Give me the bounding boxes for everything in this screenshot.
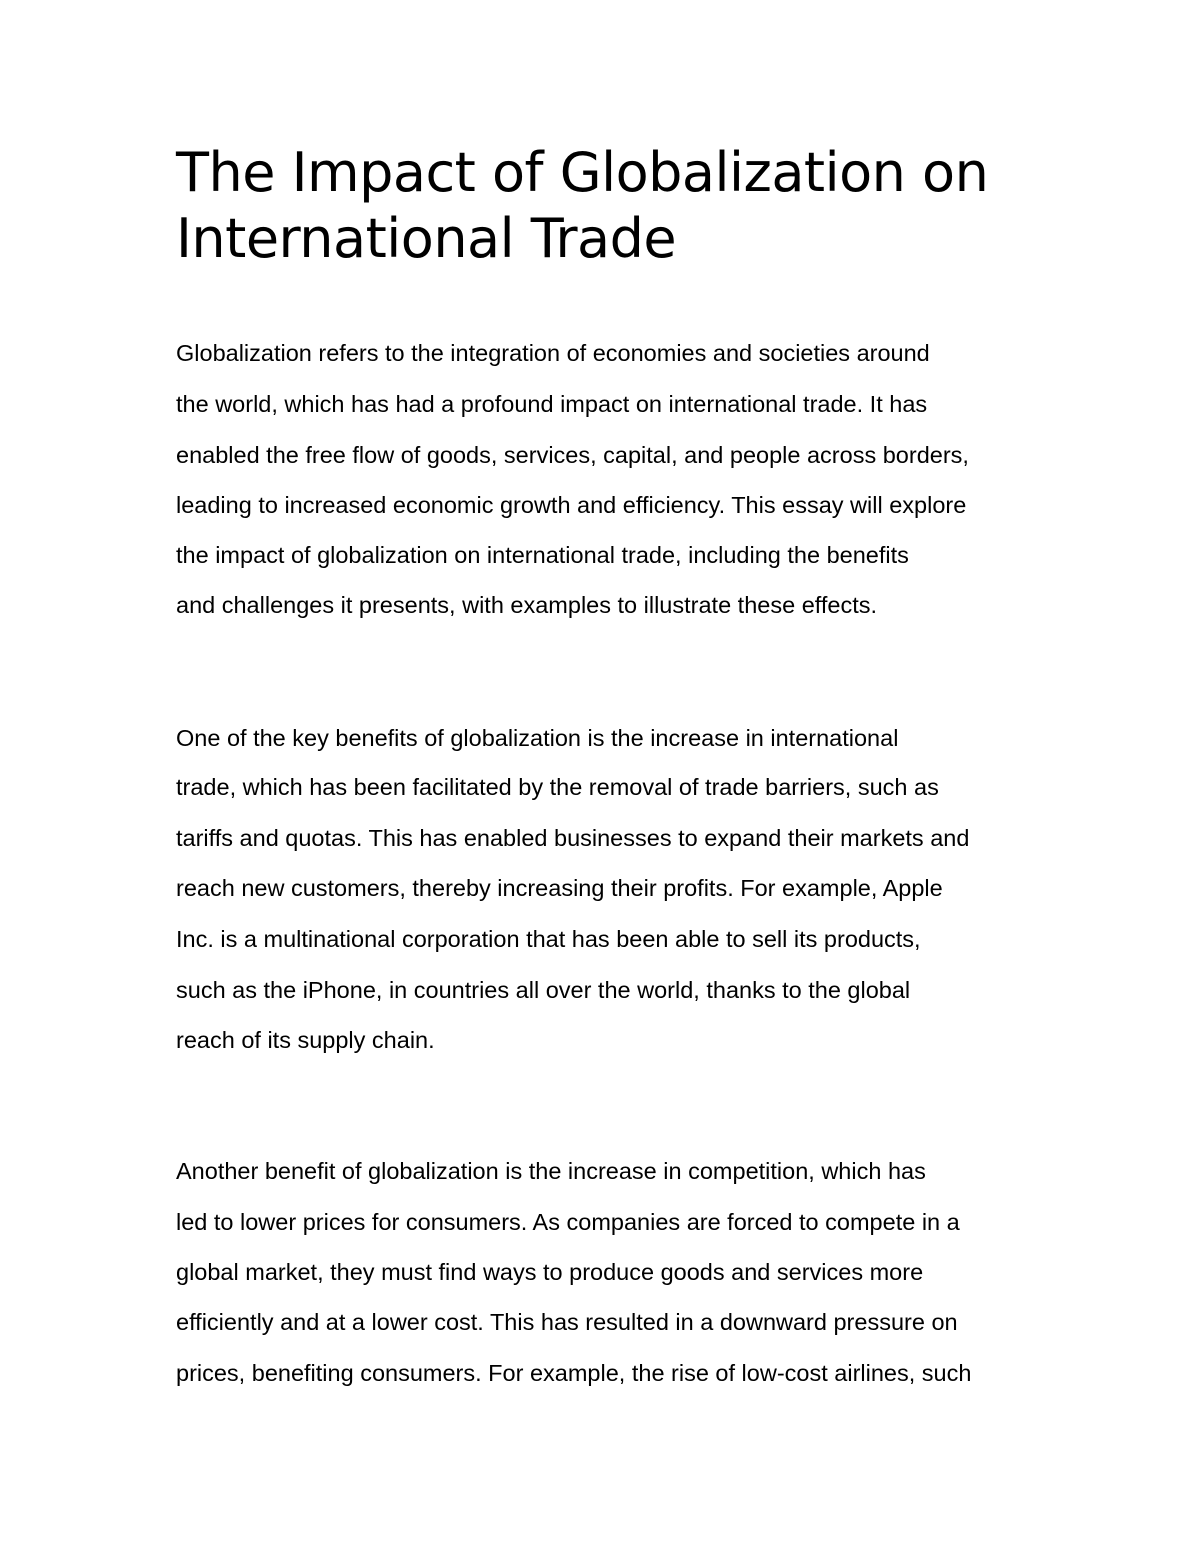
paragraph-line: reach new customers, thereby increasing their profits. For example, Apple [176,875,943,901]
paragraph-line: Inc. is a multinational corporation that has been able to sell its products, [176,926,921,952]
paragraph-line: enabled the free flow of goods, services, capital, and people across borders, [176,442,969,468]
paragraph-line: Another benefit of globalization is the increase in competition, which has [176,1158,926,1184]
paragraph-line: the world, which has had a profound impact on international trade. It has [176,391,928,417]
paragraph-line: reach of its supply chain. [176,1027,435,1053]
paragraph-line: Globalization refers to the integration of economies and societies around [176,340,930,366]
title-line: International Trade [176,207,677,270]
title-line: The Impact of Globalization on [176,141,989,204]
paragraph-line: efficiently and at a lower cost. This has resulted in a downward pressure on [176,1309,958,1335]
paragraph-line: One of the key benefits of globalization is the increase in international [176,725,899,751]
paragraph-line: the impact of globalization on international trade, including the benefits [176,542,909,568]
paragraph-line: led to lower prices for consumers. As companies are forced to compete in a [176,1209,960,1235]
paragraph-line: such as the iPhone, in countries all over the world, thanks to the global [176,977,911,1003]
paragraph-line: trade, which has been facilitated by the removal of trade barriers, such as [176,774,939,800]
paragraph-line: and challenges it presents, with examples to illustrate these effects. [176,592,878,618]
paragraph-line: global market, they must find ways to produce goods and services more [176,1259,924,1285]
paragraph-line: leading to increased economic growth and efficiency. This essay will explore [176,492,967,518]
paragraph-line: prices, benefiting consumers. For example, the rise of low-cost airlines, such [176,1360,972,1386]
paragraph-line: tariffs and quotas. This has enabled businesses to expand their markets and [176,825,970,851]
document-title [176,140,1076,272]
